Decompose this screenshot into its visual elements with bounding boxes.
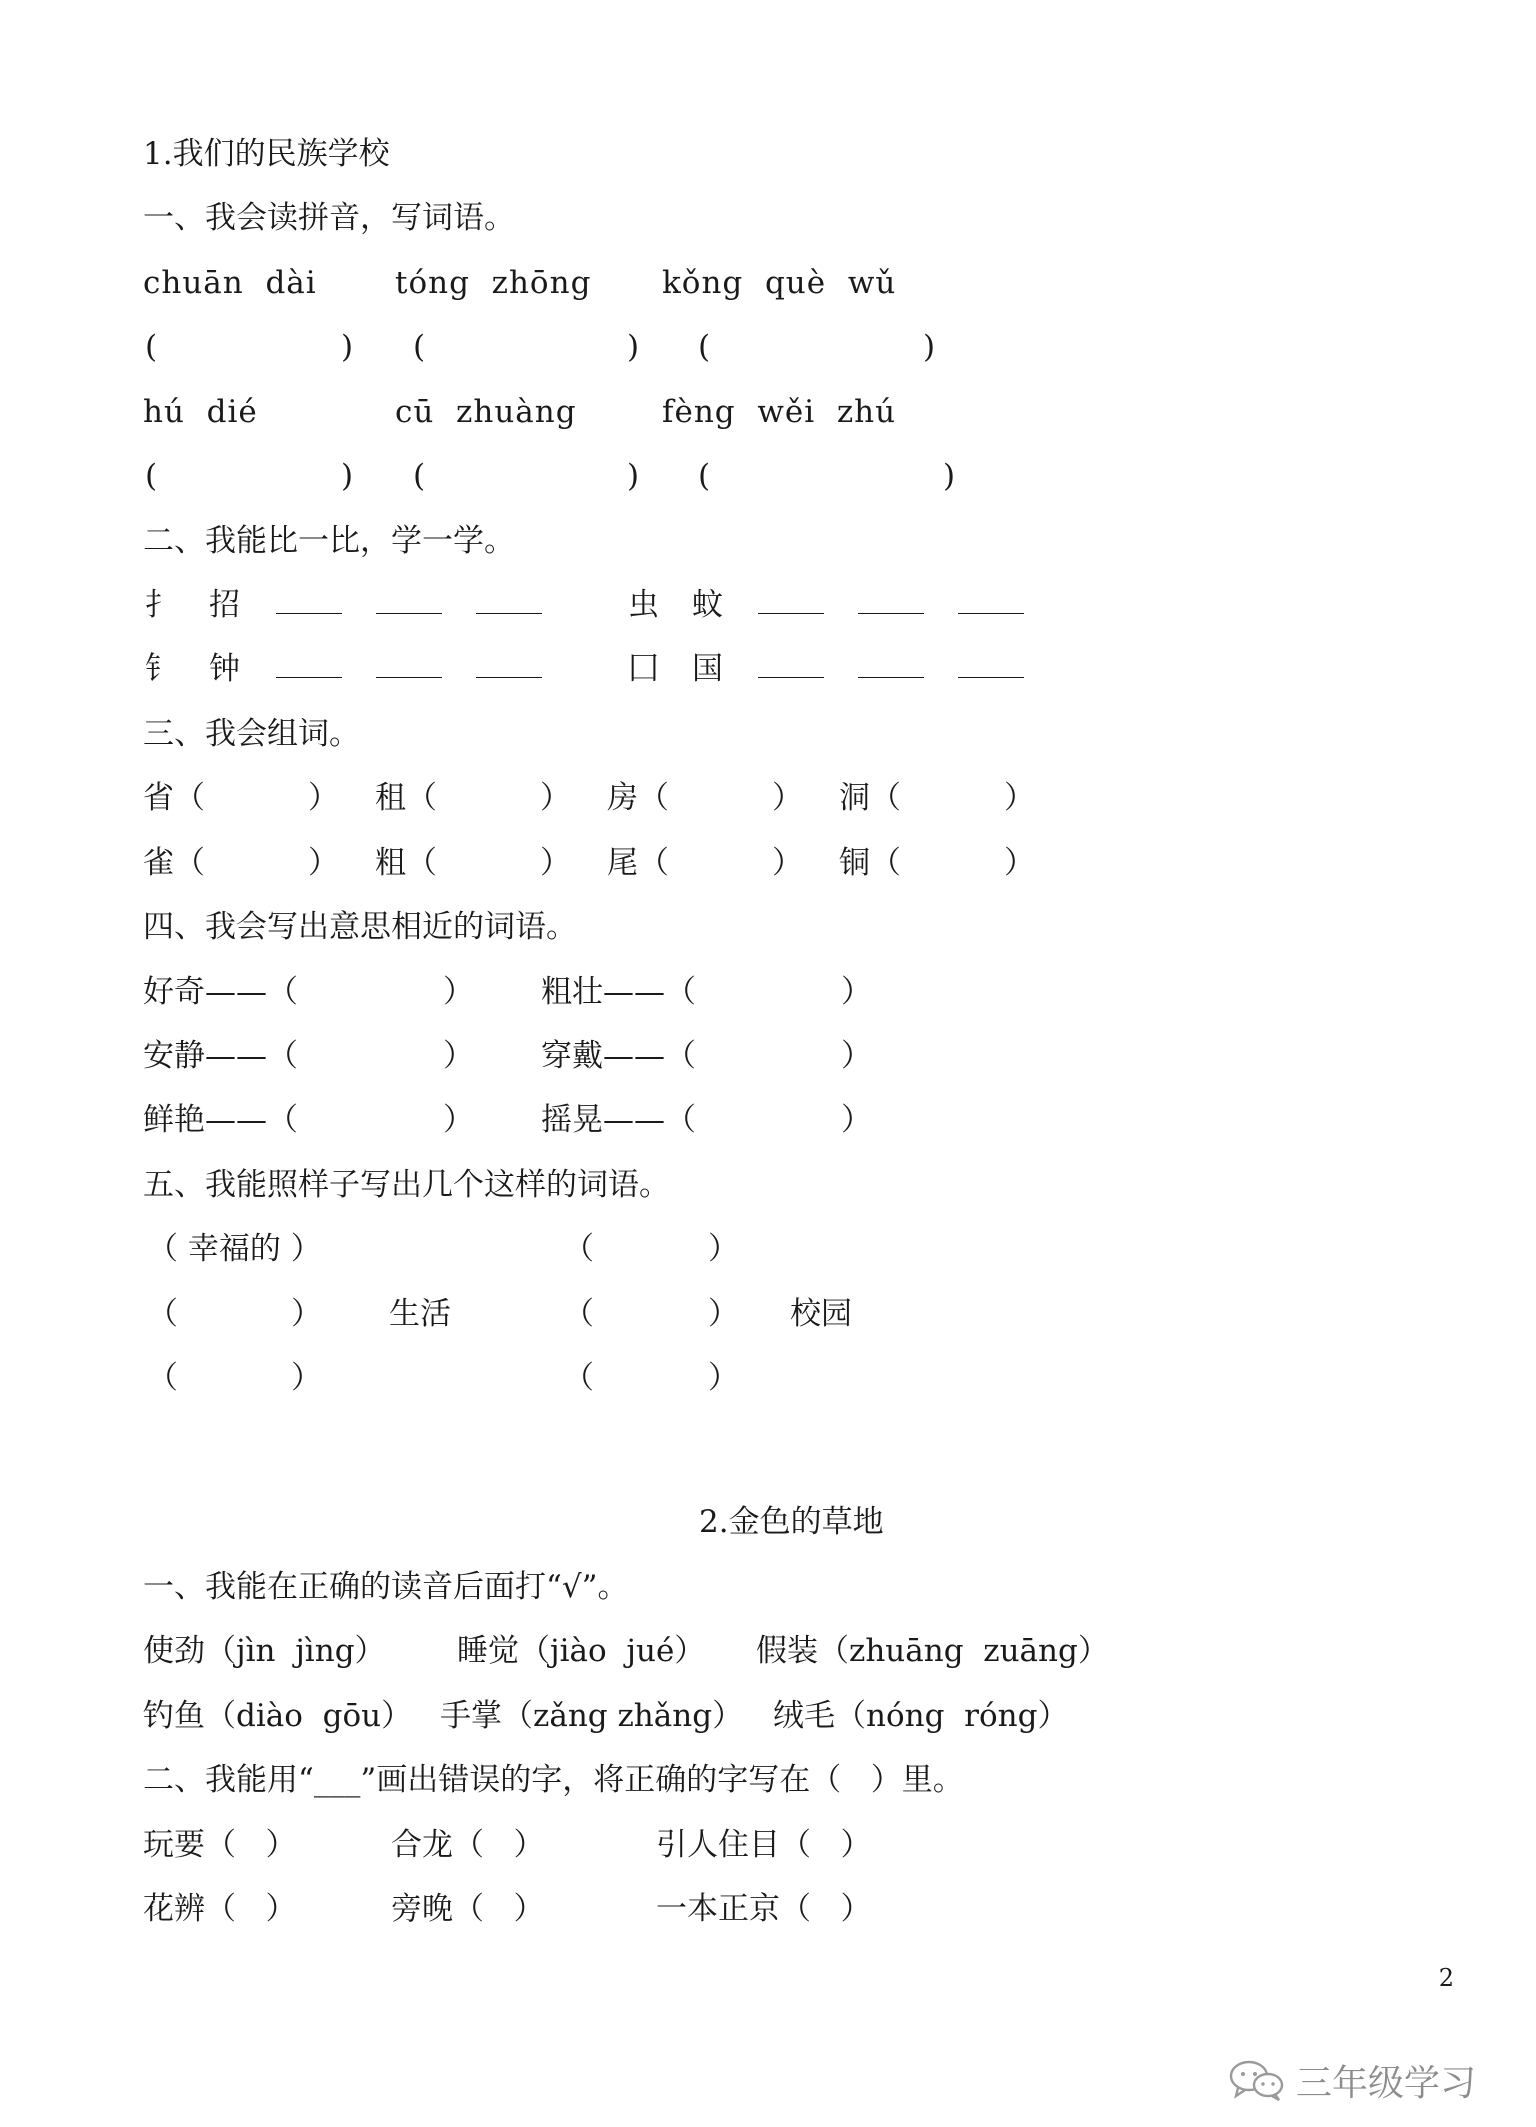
question-heading: 四、我会写出意思相近的词语。 <box>143 909 577 945</box>
pinyin-item: cū zhuàng <box>395 394 577 430</box>
paren-close: ） <box>708 1231 739 1267</box>
typo-item: 花辨（ ） <box>143 1891 297 1927</box>
paren-open: （ <box>563 1231 594 1267</box>
synonym-item: 穿戴——（ <box>541 1038 696 1074</box>
paren-close: ) <box>627 458 640 494</box>
lesson-title-text: 1.我们的民族学校 <box>143 136 390 172</box>
question-heading: 二、我能比一比，学一学。 <box>143 523 515 559</box>
radical-char: 虫 <box>628 587 659 623</box>
paren-open: ( <box>698 458 711 494</box>
synonym-item: 鲜艳——（ <box>143 1102 298 1138</box>
paren-close: ） <box>540 780 571 816</box>
radical-char: 扌 <box>145 587 176 623</box>
synonym-item: 粗壮——（ <box>541 974 696 1010</box>
paren-close: ） <box>841 974 872 1010</box>
paren-close: ） <box>841 1038 872 1074</box>
paren-close: ） <box>443 1102 474 1138</box>
answer-blank <box>858 677 924 678</box>
answer-blank <box>958 613 1024 614</box>
answer-blank <box>276 613 342 614</box>
answer-blank <box>276 677 342 678</box>
answer-blank <box>376 677 442 678</box>
pinyin-item: hú dié <box>143 394 258 430</box>
paren-close: ) <box>341 458 354 494</box>
paren-close: ） <box>308 780 339 816</box>
question-heading: 三、我会组词。 <box>143 716 360 752</box>
typo-item: 合龙（ ） <box>391 1827 545 1863</box>
paren-close: ） <box>772 780 803 816</box>
synonym-item: 摇晃——（ <box>541 1102 696 1138</box>
paren-close: ） <box>308 845 339 881</box>
paren-close: ） <box>708 1296 739 1332</box>
synonym-item: 安静——（ <box>143 1038 298 1074</box>
paren-open: ( <box>145 458 158 494</box>
answer-blank <box>758 613 824 614</box>
wechat-icon <box>1228 2059 1286 2101</box>
paren-close: ） <box>291 1360 322 1396</box>
paren-open: ( <box>145 329 158 365</box>
phrase-word: 生活 <box>389 1296 451 1332</box>
paren-close: ） <box>1004 845 1035 881</box>
question-heading: 一、我能在正确的读音后面打“√”。 <box>143 1569 629 1605</box>
typo-item: 一本正京（ ） <box>656 1891 872 1927</box>
paren-open: ( <box>413 458 426 494</box>
paren-close: ） <box>291 1296 322 1332</box>
paren-open: ( <box>698 329 711 365</box>
word-build-item: 洞（ <box>839 780 901 816</box>
watermark-text: 三年级学习 <box>1296 2062 1477 2104</box>
synonym-item: 好奇——（ <box>143 974 298 1010</box>
pronunciation-item: 绒毛（nóng róng） <box>773 1698 1069 1734</box>
answer-blank <box>476 613 542 614</box>
answer-blank <box>376 613 442 614</box>
radical-char: 钅 <box>145 651 176 687</box>
answer-blank <box>858 613 924 614</box>
typo-item: 旁晚（ ） <box>391 1891 545 1927</box>
pronunciation-item: 睡觉（jiào jué） <box>457 1633 706 1669</box>
pinyin-item: fèng wěi zhú <box>662 394 897 430</box>
paren-close: ) <box>341 329 354 365</box>
paren-close: ) <box>943 458 956 494</box>
pronunciation-item: 使劲（jìn jìng） <box>143 1633 386 1669</box>
pronunciation-item: 钓鱼（diào gōu） <box>143 1698 413 1734</box>
phrase-example: （ 幸福的 ） <box>147 1231 322 1267</box>
paren-close: ） <box>1004 780 1035 816</box>
example-char: 国 <box>692 651 723 687</box>
word-build-item: 粗（ <box>375 845 437 881</box>
pinyin-item: tóng zhōng <box>395 265 592 301</box>
paren-open: ( <box>413 329 426 365</box>
example-char: 钟 <box>209 651 240 687</box>
phrase-word: 校园 <box>790 1296 852 1332</box>
paren-close: ) <box>923 329 936 365</box>
pinyin-item: kǒng què wǔ <box>662 265 897 301</box>
paren-open: （ <box>147 1296 178 1332</box>
paren-close: ） <box>708 1360 739 1396</box>
word-build-item: 雀（ <box>143 845 205 881</box>
page-number: 2 <box>1438 1964 1454 1992</box>
paren-close: ） <box>772 845 803 881</box>
word-build-item: 铜（ <box>839 845 901 881</box>
paren-close: ） <box>540 845 571 881</box>
word-build-item: 房（ <box>607 780 669 816</box>
answer-blank <box>758 677 824 678</box>
paren-close: ) <box>627 329 640 365</box>
question-heading: 五、我能照样子写出几个这样的词语。 <box>143 1167 670 1203</box>
question-heading: 二、我能用“___”画出错误的字，将正确的字写在（ ）里。 <box>143 1762 964 1798</box>
question-heading: 一、我会读拼音，写词语。 <box>143 200 515 236</box>
paren-close: ） <box>841 1102 872 1138</box>
paren-open: （ <box>563 1360 594 1396</box>
example-char: 蚊 <box>692 587 723 623</box>
lesson-title-text: 2.金色的草地 <box>699 1504 884 1540</box>
typo-item: 玩要（ ） <box>143 1827 297 1863</box>
word-build-item: 租（ <box>375 780 437 816</box>
pinyin-item: chuān dài <box>143 265 317 301</box>
paren-open: （ <box>563 1296 594 1332</box>
word-build-item: 尾（ <box>607 845 669 881</box>
word-build-item: 省（ <box>143 780 205 816</box>
example-char: 招 <box>209 587 240 623</box>
pronunciation-item: 假装（zhuāng zuāng） <box>756 1633 1109 1669</box>
answer-blank <box>476 677 542 678</box>
pronunciation-item: 手掌（zǎng zhǎng） <box>440 1698 744 1734</box>
radical-char: 囗 <box>628 651 659 687</box>
typo-item: 引人住目（ ） <box>656 1827 872 1863</box>
answer-blank <box>958 677 1024 678</box>
paren-open: （ <box>147 1360 178 1396</box>
watermark <box>1228 2055 1476 2105</box>
paren-close: ） <box>443 1038 474 1074</box>
paren-close: ） <box>443 974 474 1010</box>
